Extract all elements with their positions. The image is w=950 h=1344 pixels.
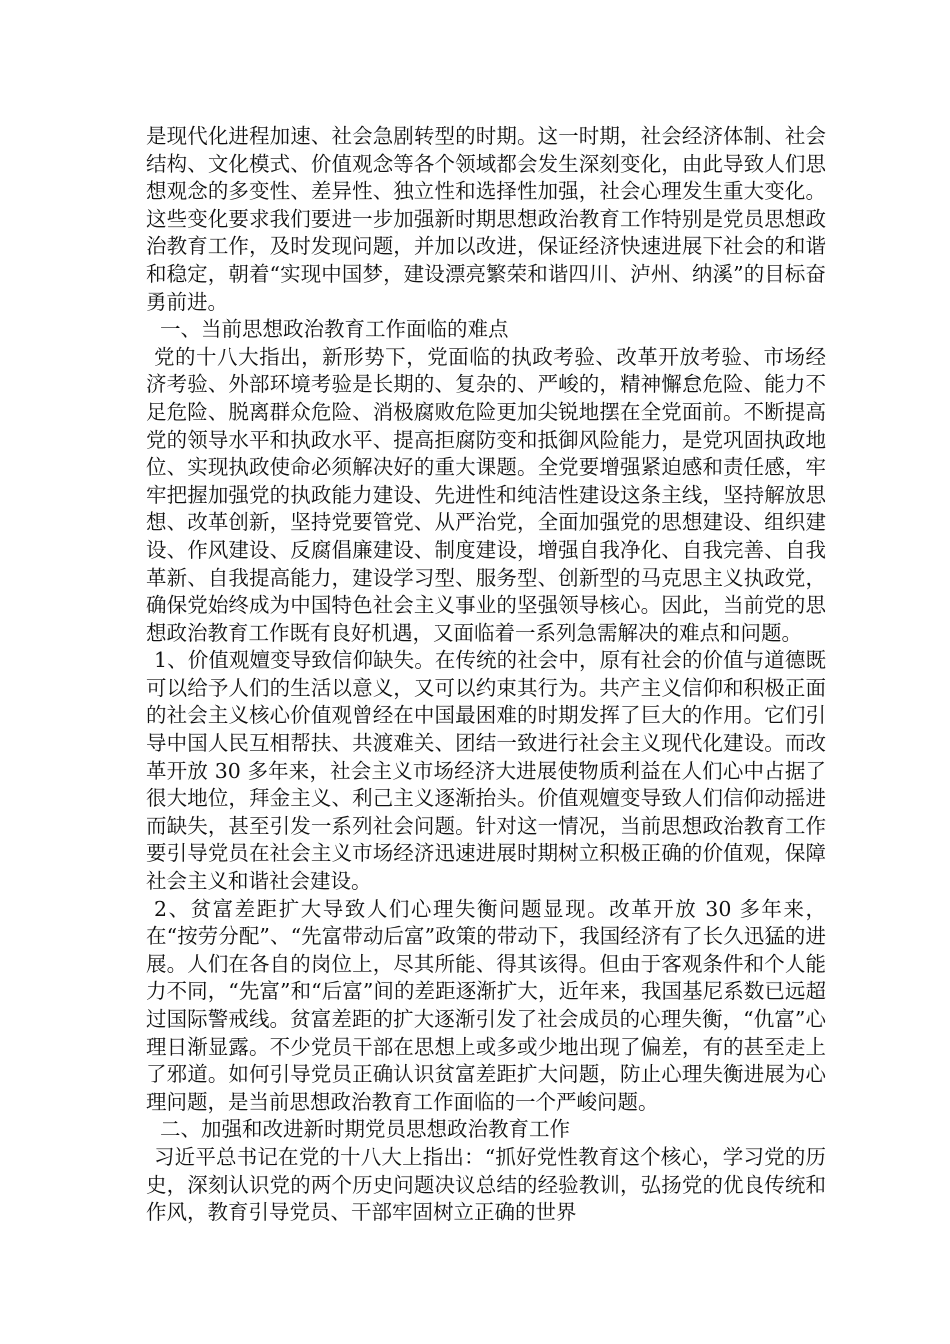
paragraph-xi-speech: 习近平总书记在党的十八大上指出：“抓好党性教育这个核心，学习党的历史，深刻认识党的两个历史问题决议总结的经验教训，弘扬党的优良传统和作风，教育引导党员、干部牢固树立正确的世界 (146, 1144, 826, 1225)
paragraph-intro: 是现代化进程加速、社会急剧转型的时期。这一时期，社会经济体制、社会结构、文化模式、价值观念等各个领域都会发生深刻变化，由此导致人们思想观念的多变性、差异性、独立性和选择性加强，社会心理发生重大变化。这些变化要求我们要进一步加强新时期思想政治教育工作特别是党员思想政治教育工作，及时发现问题，并加以改进，保证经济快速进展下社会的和谐和稳定，朝着“实现中国梦，建设漂亮繁荣和谐四川、泸州、纳溪”的目标奋勇前进。 (146, 124, 826, 314)
section-heading-2: 二、加强和改进新时期党员思想政治教育工作 (160, 1117, 570, 1142)
paragraph-18th-congress: 党的十八大指出，新形势下，党面临的执政考验、改革开放考验、市场经济考验、外部环境考验是长期的、复杂的、严峻的，精神懈怠危险、能力不足危险、脱离群众危险、消极腐败危险更加尖锐地摆在全党面前。不断提高党的领导水平和执政水平、提高拒腐防变和抵御风险能力，是党巩固执政地位、实现执政使命必须解决好的重大课题。全党要增强紧迫感和责任感，牢牢把握加强党的执政能力建设、先进性和纯洁性建设这条主线，坚持解放思想、改革创新，坚持党要管党、从严治党，全面加强党的思想建设、组织建设、作风建设、反腐倡廉建设、制度建设，增强自我净化、自我完善、自我革新、自我提高能力，建设学习型、服务型、创新型的马克思主义执政党，确保党始终成为中国特色社会主义事业的坚强领导核心。因此，当前党的思想政治教育工作既有良好机遇，又面临着一系列急需解决的难点和问题。 (146, 344, 826, 645)
paragraph-point-2: 2、贫富差距扩大导致人们心理失衡问题显现。改革开放 30 多年来，在“按劳分配”、“先富带动后富”政策的带动下，我国经济有了长久迅猛的进展。人们在各自的岗位上，尽其所能、得其该得。但由于客观条件和个人能力不同，“先富”和“后富”间的差距逐渐扩大，近年来，我国基尼系数已远超过国际警戒线。贫富差距的扩大逐渐引发了社会成员的心理失衡，“仇富”心理日渐显露。不少党员干部在思想上或多或少地出现了偏差，有的甚至走上了邪道。如何引导党员正确认识贫富差距扩大问题，防止心理失衡进展为心理问题，是当前思想政治教育工作面临的一个严峻问题。 (146, 896, 826, 1114)
document-page (146, 123, 826, 1227)
section-heading-1: 一、当前思想政治教育工作面临的难点 (160, 317, 509, 342)
paragraph-point-1: 1、价值观嬗变导致信仰缺失。在传统的社会中，原有社会的价值与道德既可以给予人们的生活以意义，又可以约束其行为。共产主义信仰和积极正面的社会主义核心价值观曾经在中国最困难的时期发挥了巨大的作用。它们引导中国人民互相帮扶、共渡难关、团结一致进行社会主义现代化建设。而改革开放 30 多年来，社会主义市场经济大进展使物质利益在人们心中占据了很大地位，拜金主义、利己主义逐渐抬头。价值观嬗变导致人们信仰动摇进而缺失，甚至引发一系列社会问题。针对这一情况，当前思想政治教育工作要引导党员在社会主义市场经济迅速进展时期树立积极正确的价值观，保障社会主义和谐社会建设。 (146, 648, 826, 894)
